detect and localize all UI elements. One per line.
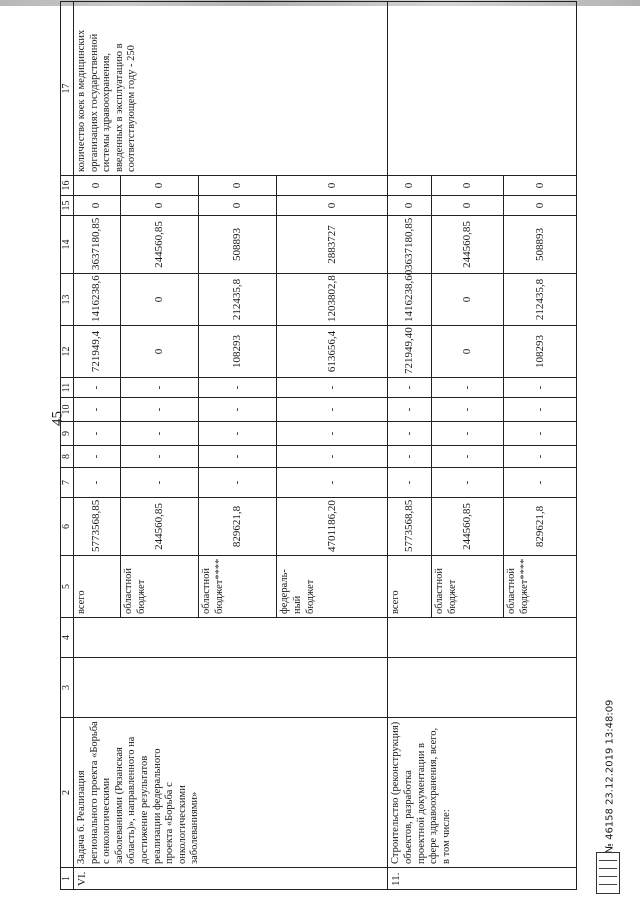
dash-cell: - <box>504 378 577 398</box>
dash-cell: - <box>388 446 432 468</box>
value-2021: 508893 <box>199 216 277 274</box>
dash-cell: - <box>277 446 388 468</box>
value-2019: 108293 <box>504 326 577 378</box>
value-2019: 721949,40 <box>388 326 432 378</box>
funding-source: всего <box>74 556 121 618</box>
value-2023: 0 <box>432 176 504 196</box>
dash-cell: - <box>199 468 277 498</box>
dash-cell: - <box>121 398 199 422</box>
value-2022: 0 <box>388 196 432 216</box>
dash-cell: - <box>74 378 121 398</box>
value-total: 829621,8 <box>199 498 277 556</box>
col-header: 16 <box>61 176 74 196</box>
dash-cell: - <box>388 468 432 498</box>
value-2022: 0 <box>504 196 577 216</box>
funding-source: областной бюджет <box>121 556 199 618</box>
registration-footer <box>600 648 620 858</box>
col-header: 11 <box>61 378 74 398</box>
budget-table <box>60 1 577 890</box>
dash-cell: - <box>388 378 432 398</box>
col-header: 9 <box>61 422 74 446</box>
value-2020: 1203802,8 <box>277 274 388 326</box>
column-number-row <box>61 2 74 890</box>
dash-cell: - <box>504 446 577 468</box>
dash-cell: - <box>74 468 121 498</box>
dash-cell: - <box>432 468 504 498</box>
value-total: 829621,8 <box>504 498 577 556</box>
barcode-stamp <box>596 852 620 894</box>
value-2019: 721949,4 <box>74 326 121 378</box>
dash-cell: - <box>121 468 199 498</box>
col-header: 10 <box>61 398 74 422</box>
col-header: 8 <box>61 446 74 468</box>
dash-cell: - <box>121 446 199 468</box>
value-2021: 3637180,85 <box>388 216 432 274</box>
funding-source: всего <box>388 556 432 618</box>
value-2023: 0 <box>504 176 577 196</box>
rotated-table-frame <box>60 22 577 890</box>
value-total: 244560,85 <box>432 498 504 556</box>
value-2020: 0 <box>432 274 504 326</box>
value-2019: 0 <box>432 326 504 378</box>
dash-cell: - <box>74 398 121 422</box>
value-2019: 108293 <box>199 326 277 378</box>
value-total: 244560,85 <box>121 498 199 556</box>
dash-cell: - <box>199 422 277 446</box>
dash-cell: - <box>388 422 432 446</box>
empty-cell <box>388 2 577 176</box>
value-total: 5773568,85 <box>388 498 432 556</box>
dash-cell: - <box>74 446 121 468</box>
dash-cell: - <box>432 378 504 398</box>
col-header: 13 <box>61 274 74 326</box>
dash-cell: - <box>74 422 121 446</box>
value-2021: 2883727 <box>277 216 388 274</box>
dash-cell: - <box>277 398 388 422</box>
value-2020: 212435,8 <box>199 274 277 326</box>
value-2022: 0 <box>121 196 199 216</box>
value-2019: 613656,4 <box>277 326 388 378</box>
dash-cell: - <box>504 398 577 422</box>
value-2020: 0 <box>121 274 199 326</box>
value-2019: 0 <box>121 326 199 378</box>
dash-cell: - <box>121 422 199 446</box>
registration-number: № 46158 23.12.2019 13:48:09 <box>604 699 616 854</box>
table-row <box>388 2 432 890</box>
value-2023: 0 <box>388 176 432 196</box>
col-header: 12 <box>61 326 74 378</box>
col-header: 3 <box>61 658 74 718</box>
value-2020: 1416238,60 <box>388 274 432 326</box>
value-total: 4701186,20 <box>277 498 388 556</box>
funding-source: областной бюджет**** <box>199 556 277 618</box>
dash-cell: - <box>277 468 388 498</box>
value-total: 5773568,85 <box>74 498 121 556</box>
col-header: 7 <box>61 468 74 498</box>
funding-source: областной бюджет <box>432 556 504 618</box>
dash-cell: - <box>432 446 504 468</box>
col-header: 5 <box>61 556 74 618</box>
dash-cell: - <box>277 422 388 446</box>
dash-cell: - <box>504 422 577 446</box>
empty-cell <box>388 618 577 658</box>
page-number: 45 <box>49 411 66 426</box>
dash-cell: - <box>199 398 277 422</box>
empty-cell <box>388 658 577 718</box>
col-header: 14 <box>61 216 74 274</box>
empty-cell <box>74 658 388 718</box>
indicator-note: количество коек в медицинских организациях государственной системы здравоохранения, введенных в эксплуатацию в соответствующем году - 250 <box>74 2 388 176</box>
dash-cell: - <box>199 378 277 398</box>
value-2023: 0 <box>121 176 199 196</box>
value-2022: 0 <box>277 196 388 216</box>
dash-cell: - <box>277 378 388 398</box>
funding-source: областной бюджет**** <box>504 556 577 618</box>
table-row <box>74 2 121 890</box>
value-2023: 0 <box>199 176 277 196</box>
value-2021: 508893 <box>504 216 577 274</box>
col-header: 17 <box>61 2 74 176</box>
dash-cell: - <box>121 378 199 398</box>
value-2021: 3637180,85 <box>74 216 121 274</box>
task-description: Задача 6. Реализация регионального проекта «Борьба с онкологическими заболеваниями (Рязанская область)», направленного на достижение результатов реализации федерального проекта «Борьба с онкологическими заболеваниями» <box>74 718 388 868</box>
col-header: 2 <box>61 718 74 868</box>
value-2021: 244560,85 <box>432 216 504 274</box>
value-2022: 0 <box>199 196 277 216</box>
value-2022: 0 <box>432 196 504 216</box>
value-2023: 0 <box>74 176 121 196</box>
item-description: Строительство (реконструкция) объектов, разработка проектной документации в сфере здравоохранения, всего, в том числе: <box>388 718 577 868</box>
item-id: 11. <box>388 868 577 890</box>
funding-source: федераль-ный бюджет <box>277 556 388 618</box>
dash-cell: - <box>432 422 504 446</box>
task-id: VI. <box>74 868 388 890</box>
value-2020: 212435,8 <box>504 274 577 326</box>
col-header: 6 <box>61 498 74 556</box>
col-header: 4 <box>61 618 74 658</box>
col-header: 1 <box>61 868 74 890</box>
empty-cell <box>74 618 388 658</box>
value-2023: 0 <box>277 176 388 196</box>
value-2022: 0 <box>74 196 121 216</box>
col-header: 15 <box>61 196 74 216</box>
dash-cell: - <box>432 398 504 422</box>
value-2020: 1416238,6 <box>74 274 121 326</box>
dash-cell: - <box>504 468 577 498</box>
value-2021: 244560,85 <box>121 216 199 274</box>
dash-cell: - <box>388 398 432 422</box>
dash-cell: - <box>199 446 277 468</box>
